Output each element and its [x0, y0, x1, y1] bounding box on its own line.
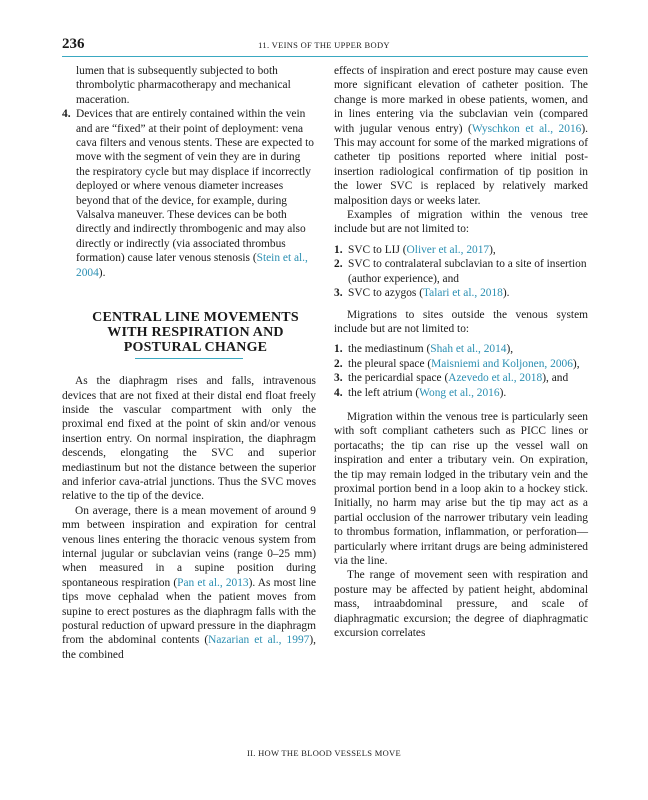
list-text: [348, 342, 588, 356]
left-column: [62, 64, 316, 662]
list-text-body: SVC to LIJ (: [348, 243, 407, 256]
paragraph: [62, 504, 316, 662]
paragraph: Examples of migration within the venous tree include but are not limited to:: [334, 209, 588, 236]
list-text-body: the left atrium (: [348, 386, 420, 399]
citation-link[interactable]: Azevedo et al., 2018: [448, 372, 543, 385]
list-text-end: ).: [499, 386, 507, 399]
list-number: 1.: [334, 243, 343, 256]
citation-link[interactable]: Talari et al., 2018: [423, 287, 503, 300]
paragraph-text: On average, there is a mean movement of around 9 mm between inspiration and expiration for central venous lines entering the thoracic venous system from internal jugular or subclavian veins (range 0–25 mm) when measured in a supine position during spontaneous respiration (: [62, 504, 316, 589]
list-text-body: Devices that are entirely contained within the vein and are “fixed” at their point of deployment: vena cava filters and venous stents. These are expected to move with the segment of vein they are in during the respiratory cycle but may displace if incorrectly deployed or where venous diameter increases beyond that of the device, for example, during Valsalva maneuver. These devices can be both directly and indirectly thrombogenic and may also directly or indirectly (via associated thrombus formation) cause later venous stenosis (: [76, 108, 314, 265]
section-heading-line: CENTRAL LINE MOVEMENTS: [92, 310, 299, 326]
list-text-body: the pericardial space (: [348, 372, 449, 385]
list-text-end: ),: [506, 343, 514, 356]
list-item: [334, 243, 588, 257]
citation-link[interactable]: Oliver et al., 2017: [406, 243, 490, 256]
list-number: 2.: [334, 258, 343, 271]
list-text: [348, 386, 588, 400]
list-text-end: ), and: [542, 372, 569, 385]
list-text-body: SVC to azygos (: [348, 287, 423, 300]
paragraph: Migration within the venous tree is particularly seen with soft compliant catheters such as PICC lines or portacaths; the tip can rise up the vessel wall on inspiration and enter a tributary vein. On expiration, the tip may remain lodged in the tributary vein and the proximal portion bend in a loop akin to a hockey stick. Initially, no harm may arise but the tip may act as a partial occlusion of the narrower tributary vein leading to thrombus formation, inflammation, or perforation—particularly where irritant drugs are being administered via the line.: [334, 410, 588, 567]
citation-link[interactable]: Nazarian et al., 1997: [208, 634, 310, 647]
page-footer: II. HOW THE BLOOD VESSELS MOVE: [247, 748, 401, 758]
running-head: 11. VEINS OF THE UPPER BODY: [258, 40, 390, 50]
migration-list-venous: [334, 243, 588, 301]
list-item: [334, 286, 588, 300]
migration-list-outside: [334, 342, 588, 400]
paragraph: Migrations to sites outside the venous system include but are not limited to:: [334, 308, 588, 335]
section-heading-line: WITH RESPIRATION AND: [107, 325, 284, 341]
list-text: [76, 107, 316, 280]
list-number: 1.: [334, 343, 343, 356]
citation-link[interactable]: Wyschkon et al., 2016: [471, 122, 582, 135]
paragraph-text: ). As most line tips move cephalad when the patient moves from supine to erect postures as the diaphragm falls with the postural reduction of upward pressure in the diaphragm from the abdominal contents (: [62, 576, 317, 647]
list-text-end: ),: [572, 357, 580, 370]
list-text-end: ),: [489, 243, 496, 256]
header-rule: [62, 56, 588, 57]
list-text-body: the mediastinum (: [348, 343, 431, 356]
citation-link[interactable]: Shah et al., 2014: [430, 343, 507, 356]
list-text: SVC to contralateral subclavian to a site of insertion (author experience), and: [348, 258, 587, 285]
list-number: 4.: [334, 386, 343, 399]
list-item-4: [62, 107, 316, 280]
list-number: 3.: [334, 287, 343, 300]
list-item: [334, 386, 588, 400]
list-text-end: ).: [98, 266, 106, 279]
list-text-body: the pleural space (: [348, 357, 432, 370]
list-text: [348, 357, 588, 371]
paragraph: [334, 64, 588, 208]
list-continuation-text: lumen that is subsequently subjected to both thrombolytic pharmacotherapy and mechanical maceration.: [76, 65, 291, 106]
paragraph: The range of movement seen with respiration and posture may be affected by patient height, abdominal mass, intraabdominal pressure, and scale of diaphragmatic excursion; the degree of diaphragmatic excursion correlates: [334, 569, 588, 640]
list-number: 2.: [334, 357, 343, 370]
list-item: [334, 342, 588, 356]
right-column: [334, 64, 588, 640]
paragraph-text: effects of inspiration and erect posture may cause even more significant elevation of catheter position. The change is more marked in obese patients, women, and in lines entering via the subclavian vein (compared with jugular venous entry) (: [334, 65, 588, 135]
list-text: [348, 286, 588, 300]
list-number: 3.: [334, 372, 343, 385]
list-text: [348, 243, 588, 257]
list-item: [334, 257, 588, 286]
citation-link[interactable]: Stein et al., 2004: [76, 252, 308, 279]
paragraph-text: ), the combined: [62, 634, 316, 661]
paragraph: As the diaphragm rises and falls, intravenous devices that are not fixed at their distal end float freely inside the vascular compartment with only the proximal end fixed at the point of skin and/or venous insertion entry. On normal inspiration, the diaphragm descends, elongating the SVC and superior mediastinum but not the distance between the superior and inferior cava-atrial junctions. Thus the SVC moves relative to the tip of the device.: [62, 375, 316, 503]
paragraph-text: ). This may account for some of the marked migrations of catheter tip positions reported where initial post-insertion radiological confirmation of tip position in the lower SVC is replaced by relatively marked malposition days or weeks later.: [334, 122, 589, 207]
section-heading-line: POSTURAL CHANGE: [123, 340, 268, 356]
list-text-end: ).: [502, 287, 510, 300]
citation-link[interactable]: Pan et al., 2013: [177, 576, 249, 589]
citation-link[interactable]: Wong et al., 2016: [419, 386, 500, 399]
list-number: 4.: [62, 108, 71, 121]
page-number: 236: [62, 36, 85, 52]
section-heading: [62, 310, 316, 359]
list-item: [334, 357, 588, 371]
page-header: [62, 36, 586, 54]
list-item: [334, 371, 588, 385]
citation-link[interactable]: Maisniemi and Koljonen, 2006: [431, 357, 573, 370]
list-text: [348, 371, 588, 385]
